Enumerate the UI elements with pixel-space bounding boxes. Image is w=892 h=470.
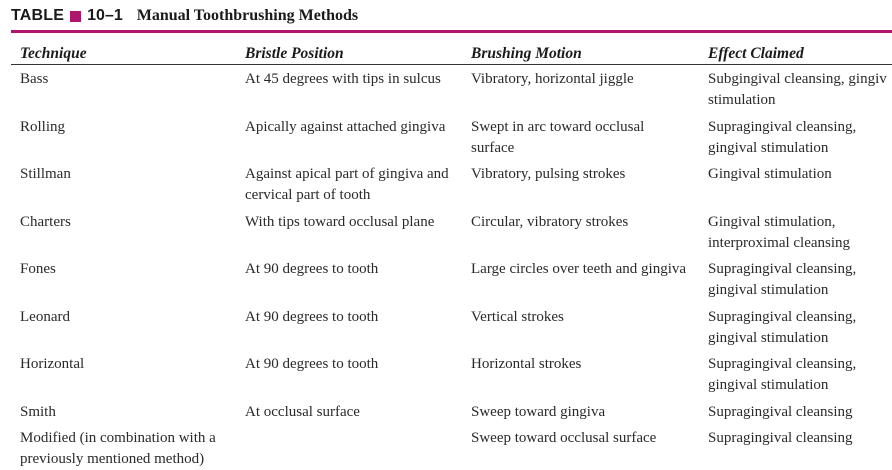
cell-line: Horizontal [20,356,85,372]
cell-line: At 90 degrees to tooth [245,261,379,277]
cell-brushing-motion [471,307,564,328]
cell-line: Sweep toward gingiva [471,404,606,420]
cell-brushing-motion [471,69,634,90]
cell-line: Supragingival cleansing, [708,309,857,325]
cell-line: Vibratory, pulsing strokes [471,166,626,182]
cell-bristle-position [245,117,445,138]
cell-line: At 90 degrees to tooth [245,356,379,372]
cell-brushing-motion [471,117,644,159]
cell-line: Supragingival cleansing [708,404,853,420]
cell-line: Bass [20,71,49,87]
cell-technique [20,354,84,375]
header-effect-claimed: Effect Claimed [708,45,804,62]
cell-bristle-position [245,164,449,206]
cell-line: stimulation [708,92,776,108]
cell-line: Supragingival cleansing, [708,119,857,135]
cell-effect-claimed [708,428,853,449]
cell-effect-claimed [708,164,832,185]
cell-line: Swept in arc toward occlusal [471,119,645,135]
cell-bristle-position [245,212,434,233]
cell-brushing-motion [471,212,628,233]
cell-technique [20,117,65,138]
cell-brushing-motion [471,402,605,423]
cell-line: interproximal cleansing [708,235,851,251]
cell-brushing-motion [471,428,656,449]
table-caption: Manual Toothbrushing Methods [136,7,359,24]
cell-effect-claimed [708,117,856,159]
cell-brushing-motion [471,259,686,280]
cell-bristle-position [245,69,441,90]
cell-bristle-position [245,354,378,375]
cell-technique [20,212,71,233]
cell-line: Charters [20,214,71,230]
cell-line: Fones [20,261,56,277]
cell-line: Subgingival cleansing, gingiv [708,71,887,87]
cell-line: Large circles over teeth and gingiva [471,261,687,277]
cell-line: Gingival stimulation [708,166,832,182]
cell-technique [20,402,56,423]
header-bristle-position: Bristle Position [245,45,344,62]
cell-line: Sweep toward occlusal surface [471,430,657,446]
cell-bristle-position [245,259,378,280]
cell-line: gingival stimulation [708,330,829,346]
cell-line: Smith [20,404,56,420]
cell-technique [20,259,56,280]
cell-line: Supragingival cleansing, [708,356,857,372]
cell-technique [20,164,71,185]
cell-line: Rolling [20,119,66,135]
table-title [11,5,358,27]
header-rule [11,64,892,65]
table-label: TABLE [11,7,65,24]
cell-line: gingival stimulation [708,140,829,156]
cell-line: Gingival stimulation, [708,214,836,230]
cell-line: At 90 degrees to tooth [245,309,379,325]
cell-effect-claimed [708,354,856,396]
cell-line: Supragingival cleansing [708,430,853,446]
cell-effect-claimed [708,212,850,254]
cell-line: Leonard [20,309,70,325]
header-technique: Technique [20,45,87,62]
cell-line: Circular, vibratory strokes [471,214,629,230]
cell-bristle-position [245,402,360,423]
cell-brushing-motion [471,164,625,185]
cell-line: Against apical part of gingiva and [245,166,449,182]
header-brushing-motion: Brushing Motion [471,45,582,62]
cell-effect-claimed [708,307,856,349]
cell-technique [20,428,216,470]
cell-line: With tips toward occlusal plane [245,214,435,230]
square-bullet-icon [70,11,81,22]
cell-effect-claimed [708,402,853,423]
cell-line: Stillman [20,166,71,182]
cell-technique [20,69,48,90]
cell-line: surface [471,140,515,156]
cell-bristle-position [245,307,378,328]
cell-line: Modified (in combination with a [20,430,216,446]
cell-effect-claimed [708,259,856,301]
cell-technique [20,307,70,328]
cell-line: Vertical strokes [471,309,564,325]
cell-line: Vibratory, horizontal jiggle [471,71,634,87]
cell-line: Supragingival cleansing, [708,261,857,277]
cell-line: At occlusal surface [245,404,360,420]
cell-line: gingival stimulation [708,377,829,393]
cell-effect-claimed [708,69,887,111]
cell-line: gingival stimulation [708,282,829,298]
cell-line: previously mentioned method) [20,451,205,467]
cell-line: Apically against attached gingiva [245,119,446,135]
cell-line: cervical part of tooth [245,187,371,203]
table-number: 10–1 [87,7,123,24]
cell-line: Horizontal strokes [471,356,582,372]
cell-line: At 45 degrees with tips in sulcus [245,71,441,87]
cell-brushing-motion [471,354,581,375]
title-rule [11,30,892,33]
